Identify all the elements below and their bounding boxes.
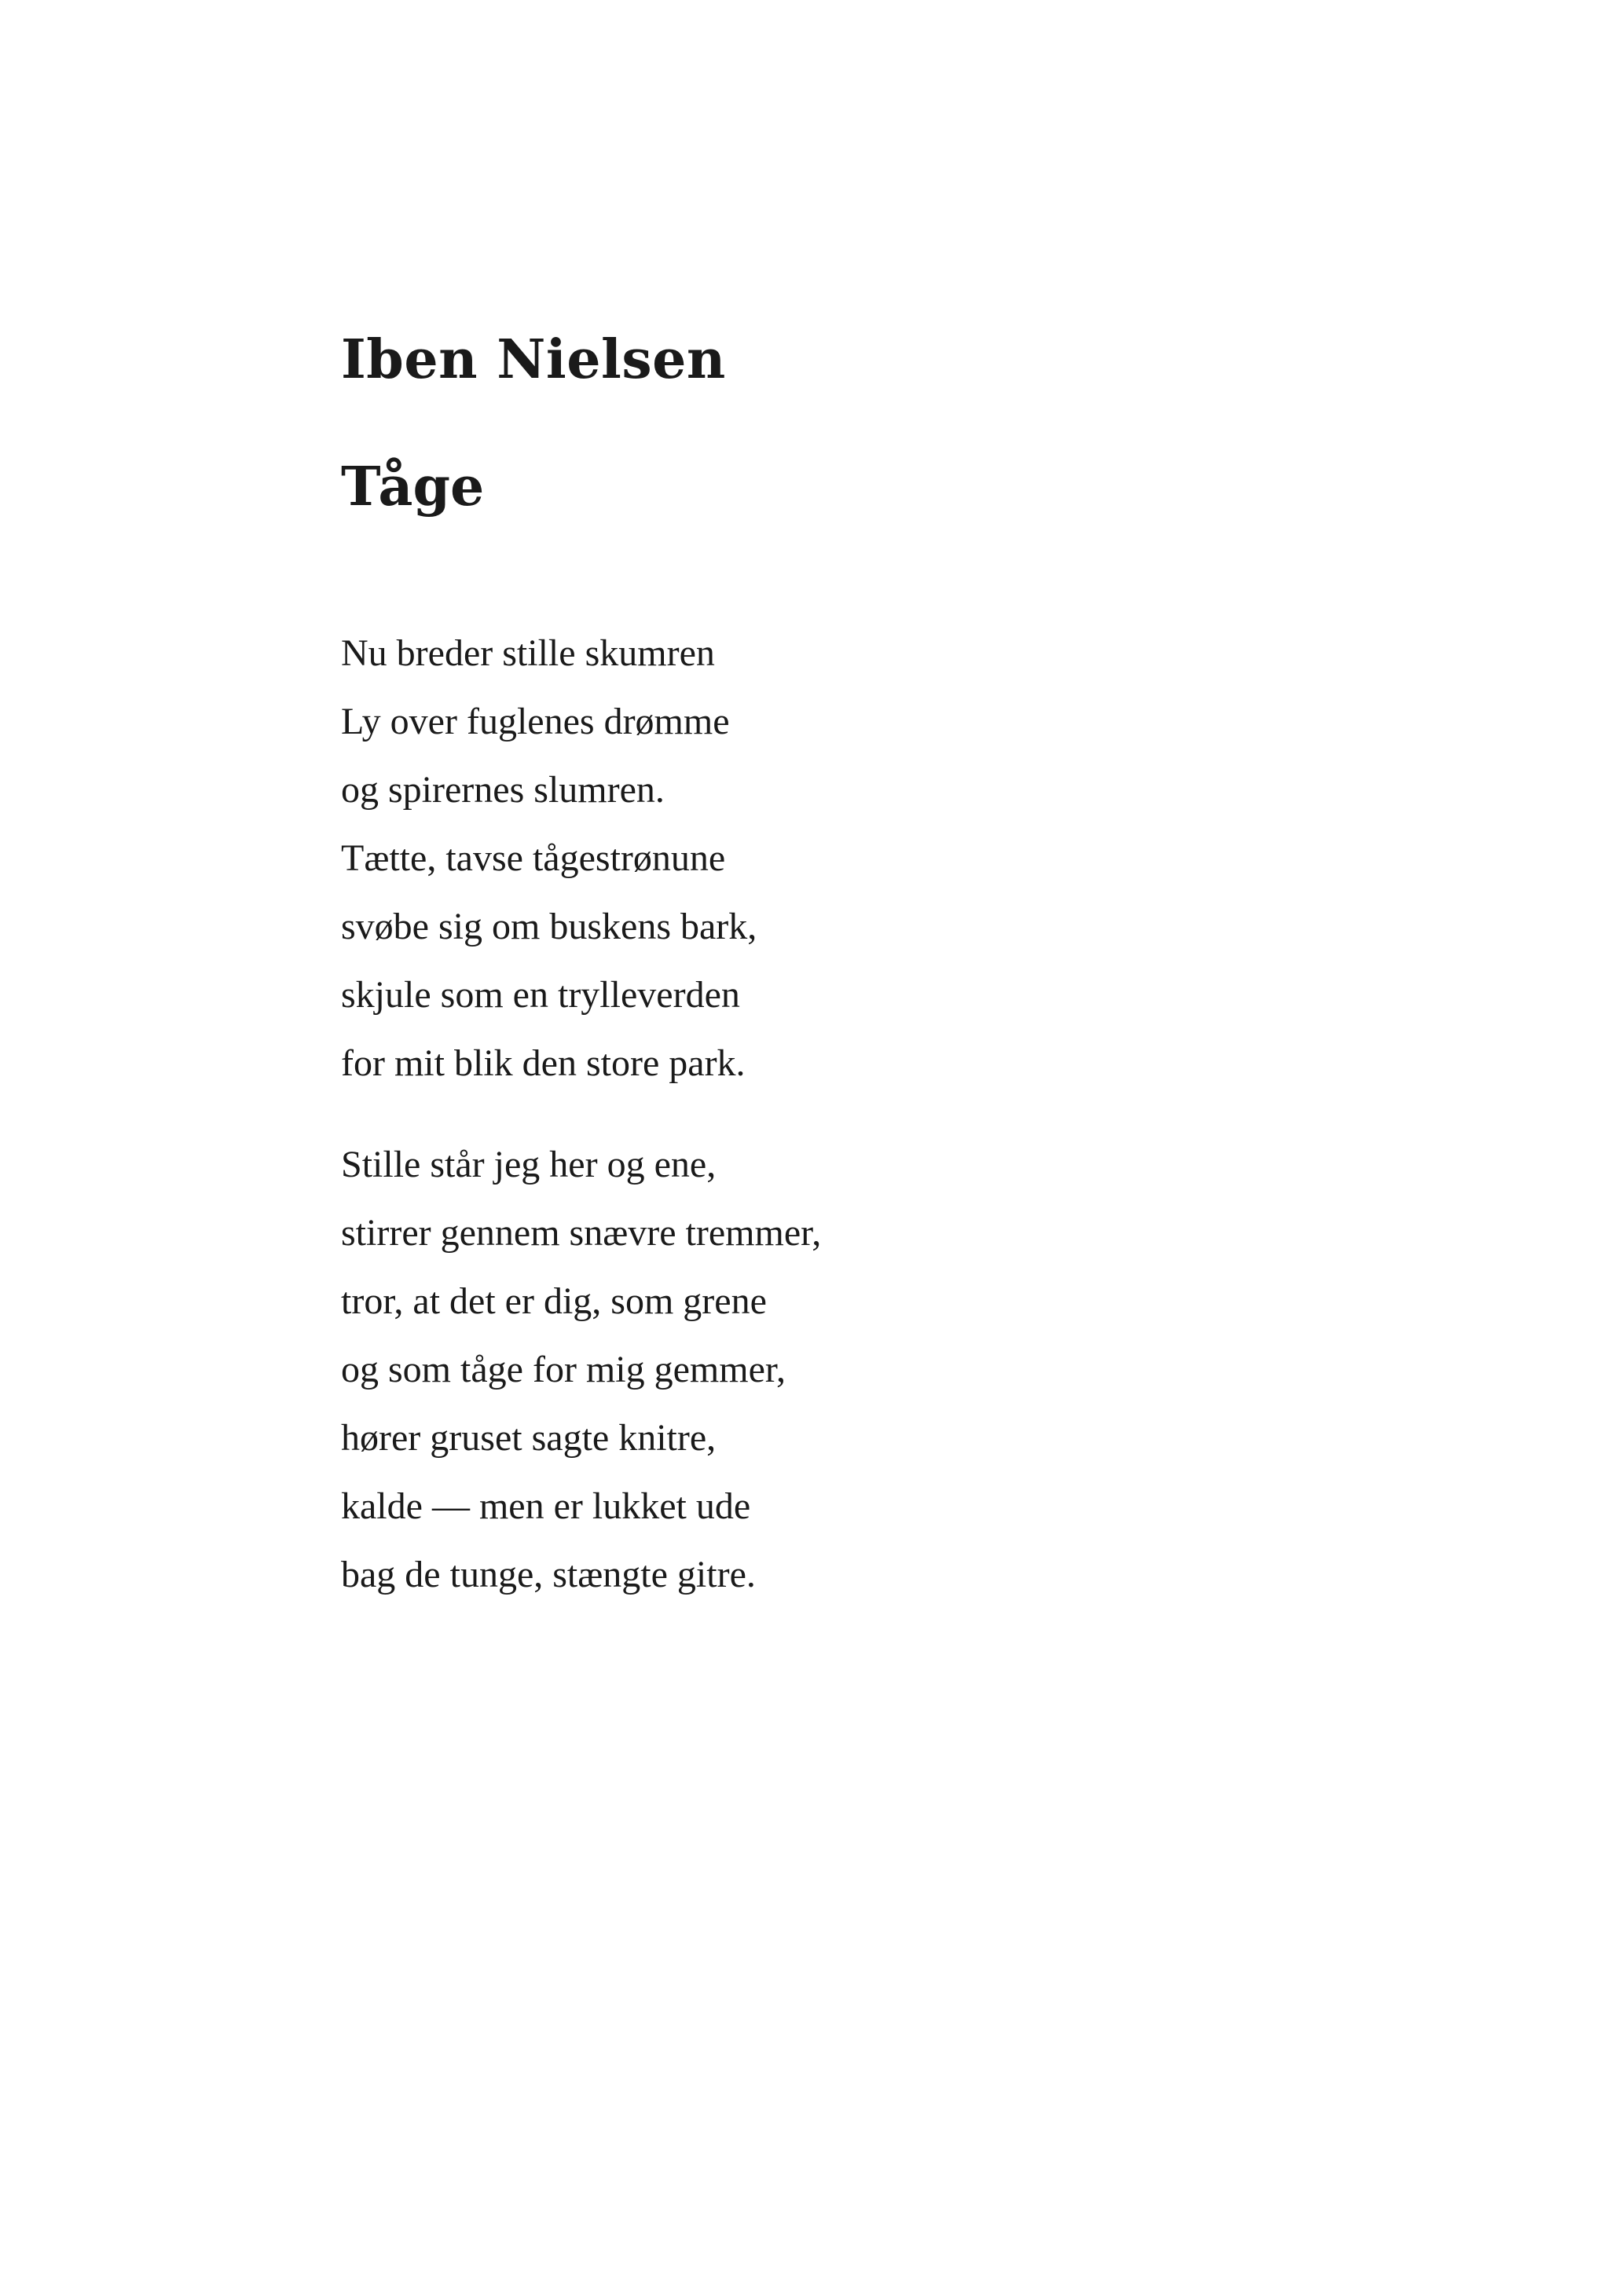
poem-line: kalde — men er lukket ude [341, 1485, 751, 1527]
poem-line: bag de tunge, stængte gitre. [341, 1554, 756, 1595]
poem-line: Ly over fuglenes drømme [341, 701, 730, 742]
poem-line: svøbe sig om buskens bark, [341, 906, 757, 947]
poem-line: Nu breder stille skumren [341, 632, 715, 674]
author-name: Iben Nielsen [341, 328, 726, 391]
poem-line: og som tåge for mig gemmer, [341, 1349, 786, 1390]
poem-title: Tåge [341, 456, 485, 518]
poem-body [341, 619, 1362, 1609]
poem-line: tror, at det er dig, som grene [341, 1280, 767, 1322]
poem-line: hører gruset sagte knitre, [341, 1417, 717, 1459]
poem-line: for mit blik den store park. [341, 1042, 746, 1084]
poem-content [341, 320, 1362, 1609]
poem-line: og spirernes slumren. [341, 769, 665, 811]
stanza-1 [341, 619, 1362, 1097]
poem-line: Stille står jeg her og ene, [341, 1144, 717, 1185]
poem-line: Tætte, tavse tågestrønune [341, 837, 726, 879]
poem-line: stirrer gennem snævre tremmer, [341, 1212, 822, 1254]
poem-line: skjule som en trylleverden [341, 974, 740, 1016]
stanza-2 [341, 1130, 1362, 1609]
